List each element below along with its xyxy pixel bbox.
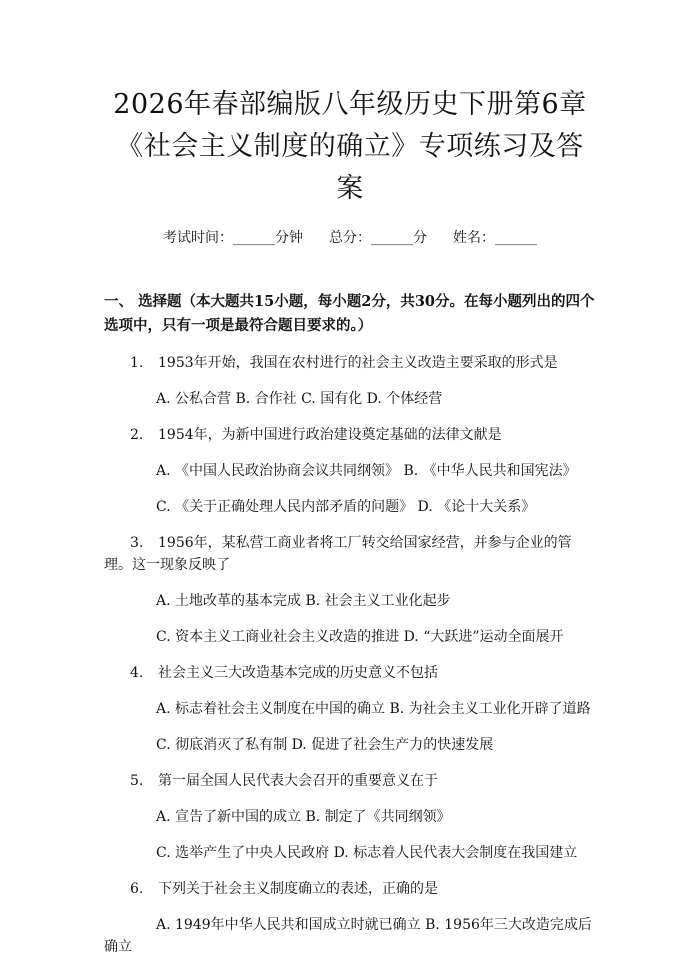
question-5 (104, 770, 596, 792)
question-stem: 1953年开始，我国在农村进行的社会主义改造主要采取的形式是 (158, 355, 558, 371)
question-stem: 下列关于社会主义制度确立的表述，正确的是 (158, 881, 438, 897)
question-3-options-ab: A. 土地改革的基本完成 B. 社会主义工业化起步 (156, 593, 451, 609)
question-4 (104, 662, 596, 684)
question-2 (104, 424, 596, 446)
question-1-options: A. 公私合营 B. 合作社 C. 国有化 D. 个体经营 (156, 391, 443, 407)
question-number: 5. (130, 773, 144, 789)
question-2-options-cd: C. 《关于正确处理人民内部矛盾的问题》 D. 《论十大关系》 (156, 499, 536, 515)
question-stem: 社会主义三大改造基本完成的历史意义不包括 (158, 665, 438, 681)
section-heading: 一、 选择题（本大题共15小题，每小题2分，共30分。在每小题列出的四个选项中，只有一项是最符合题目要求的。） (104, 293, 595, 334)
question-stem: 1956年，某私营工商业者将工厂转交给国家经营，并参与企业的管理。这一现象反映了 (104, 535, 572, 573)
question-3 (104, 532, 596, 576)
question-4-options-ab: A. 标志着社会主义制度在中国的确立 B. 为社会主义工业化开辟了道路 (156, 701, 591, 717)
exam-name: 姓名：______ (453, 230, 537, 246)
page-title: 2026年春部编版八年级历史下册第6章《社会主义制度的确立》专项练习及答案 (113, 89, 587, 204)
exam-info (104, 228, 596, 248)
question-2-options-ab: A. 《中国人民政治协商会议共同纲领》 B. 《中华人民共和国宪法》 (156, 463, 577, 479)
question-number: 3. (130, 535, 144, 551)
question-6 (104, 878, 596, 900)
question-5-options-cd: C. 选举产生了中央人民政府 D. 标志着人民代表大会制度在我国建立 (156, 845, 578, 861)
question-6-options-ab: A. 1949年中华人民共和国成立时就已确立 B. 1956年三大改造完成后确立 (104, 917, 592, 955)
exam-score: 总分：______分 (329, 230, 427, 246)
question-3-options-cd: C. 资本主义工商业社会主义改造的推进 D. “大跃进”运动全面展开 (156, 629, 564, 645)
question-1 (104, 352, 596, 374)
question-4-options-cd: C. 彻底消灭了私有制 D. 促进了社会生产力的快速发展 (156, 737, 494, 753)
question-number: 4. (130, 665, 144, 681)
question-stem: 第一届全国人民代表大会召开的重要意义在于 (158, 773, 438, 789)
question-5-options-ab: A. 宣告了新中国的成立 B. 制定了《共同纲领》 (156, 809, 451, 825)
question-number: 1. (130, 355, 144, 371)
question-number: 6. (130, 881, 144, 897)
question-stem: 1954年，为新中国进行政治建设奠定基础的法律文献是 (158, 427, 502, 443)
question-number: 2. (130, 427, 144, 443)
exam-time: 考试时间：______分钟 (163, 230, 303, 246)
